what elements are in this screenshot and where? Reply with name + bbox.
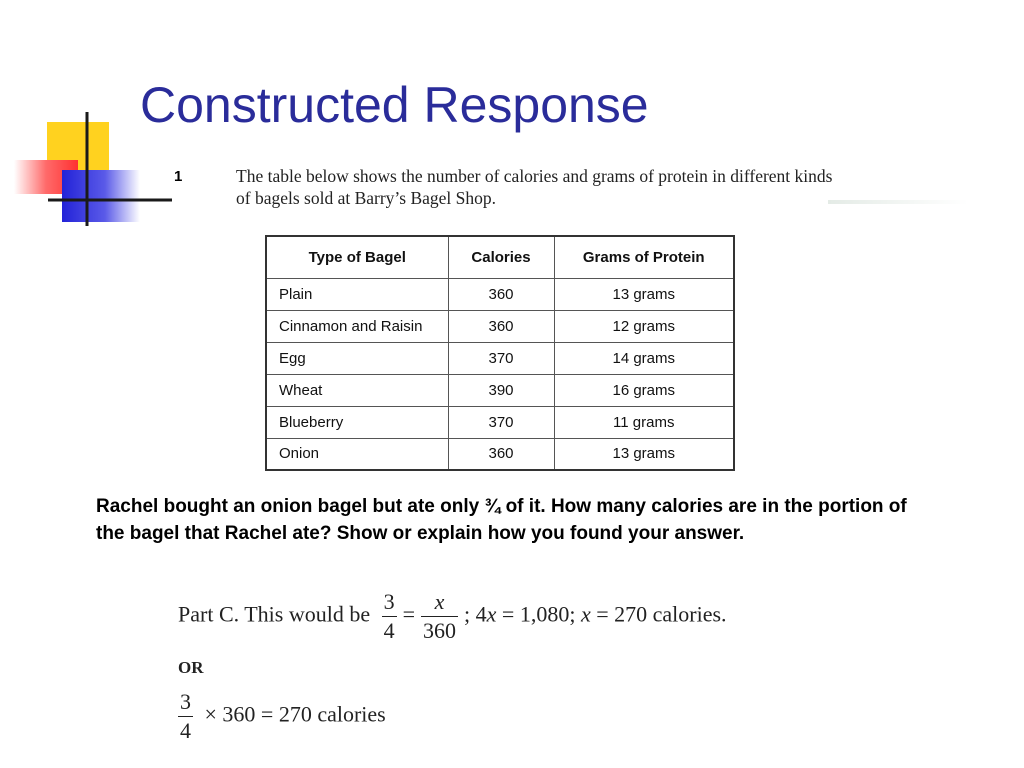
- bagel-type-cell: Blueberry: [266, 406, 448, 438]
- question-number: 1: [174, 168, 183, 185]
- answer-text: = 270 calories.: [590, 601, 727, 627]
- bagel-type-cell: Wheat: [266, 374, 448, 406]
- table-row: [266, 310, 734, 342]
- answer-text: = 1,080;: [496, 601, 581, 627]
- fraction-numerator: 3: [178, 688, 193, 717]
- answer-expression: × 360 = 270 calories: [204, 701, 386, 727]
- answer-prefix: Part C. This would be: [178, 601, 371, 627]
- protein-cell: 16 grams: [554, 374, 734, 406]
- bagel-table: [265, 235, 735, 471]
- fraction-numerator: 3: [382, 588, 397, 617]
- blue-square: [62, 170, 140, 222]
- protein-cell: 13 grams: [554, 278, 734, 310]
- column-header: Calories: [448, 236, 554, 278]
- calories-cell: 360: [448, 310, 554, 342]
- answer-alternative: [172, 688, 386, 745]
- bagel-type-cell: Plain: [266, 278, 448, 310]
- or-label: OR: [178, 658, 204, 677]
- decorative-divider: [828, 200, 968, 204]
- table-header-row: [266, 236, 734, 278]
- protein-cell: 13 grams: [554, 438, 734, 470]
- calories-cell: 370: [448, 406, 554, 438]
- table-row: [266, 374, 734, 406]
- fraction-denominator: 360: [423, 618, 457, 643]
- variable-x: x: [580, 601, 591, 627]
- protein-cell: 11 grams: [554, 406, 734, 438]
- column-header: Grams of Protein: [554, 236, 734, 278]
- table-row: [266, 438, 734, 470]
- variable-x: x: [486, 601, 497, 627]
- table-row: [266, 342, 734, 374]
- answer-part-c: [178, 588, 727, 645]
- fraction-denominator: 4: [383, 618, 395, 643]
- fraction-three-fourths: [178, 688, 193, 745]
- column-header: Type of Bagel: [266, 236, 448, 278]
- bagel-type-cell: Egg: [266, 342, 448, 374]
- slide-title: Constructed Response: [140, 77, 649, 133]
- calories-cell: 360: [448, 438, 554, 470]
- question-intro: The table below shows the number of calories and grams of protein in different kinds of bagels sold at Barry’s Bagel Shop.: [236, 166, 833, 208]
- calories-cell: 370: [448, 342, 554, 374]
- fraction-x-over-360: [421, 588, 458, 645]
- question-text: Rachel bought an onion bagel but ate only ¾ of it. How many calories are in the portion of the bagel that Rachel ate? Show or explain how you found your answer.: [96, 496, 907, 544]
- calories-cell: 360: [448, 278, 554, 310]
- table-row: [266, 278, 734, 310]
- bagel-type-cell: Onion: [266, 438, 448, 470]
- table-row: [266, 406, 734, 438]
- answer-text: ; 4: [464, 601, 487, 627]
- fraction-denominator: 4: [180, 718, 191, 743]
- fraction-numerator: x: [421, 588, 458, 617]
- protein-cell: 12 grams: [554, 310, 734, 342]
- equals-sign: =: [402, 601, 416, 627]
- fraction-three-fourths: [382, 588, 397, 645]
- bagel-type-cell: Cinnamon and Raisin: [266, 310, 448, 342]
- calories-cell: 390: [448, 374, 554, 406]
- protein-cell: 14 grams: [554, 342, 734, 374]
